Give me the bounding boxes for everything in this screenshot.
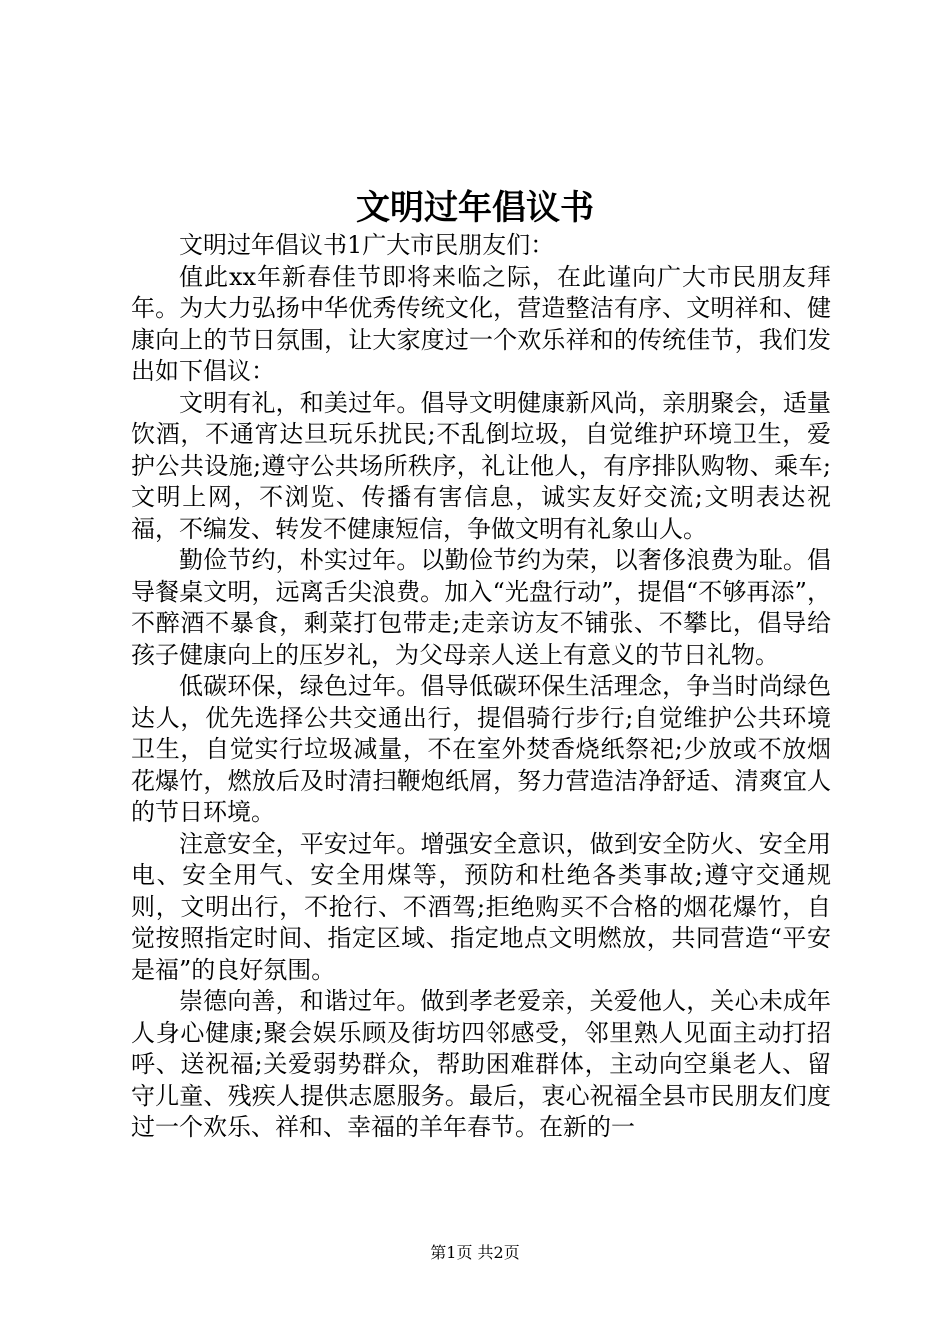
paragraph-civility: 文明有礼，和美过年。倡导文明健康新风尚，亲朋聚会，适量饮酒，不通宵达旦玩乐扰民;不乱倒垃圾，自觉维护环境卫生，爱护公共设施;遵守公共场所秩序，礼让他人，有序排队购物、乘车;文明上网，不浏览、传播有害信息，诚实友好交流;文明表达祝福，不编发、转发不健康短信，争做文明有礼象山人。 xyxy=(131,388,831,543)
paragraph-thrift: 勤俭节约，朴实过年。以勤俭节约为荣，以奢侈浪费为耻。倡导餐桌文明，远离舌尖浪费。加入“光盘行动”，提倡“不够再添”，不醉酒不暴食，剩菜打包带走;走亲访友不铺张、不攀比，倡导给孩子健康向上的压岁礼，为父母亲人送上有意义的节日礼物。 xyxy=(131,546,831,669)
document-body xyxy=(131,230,831,1144)
paragraph-virtue: 崇德向善，和谐过年。做到孝老爱亲，关爱他人，关心未成年人身心健康;聚会娱乐顾及街坊四邻感受，邻里熟人见面主动打招呼、送祝福;关爱弱势群众，帮助困难群体，主动向空巢老人、留守儿童、残疾人提供志愿服务。最后，衷心祝福全县市民朋友们度过一个欢乐、祥和、幸福的羊年春节。在新的一 xyxy=(131,987,831,1141)
paragraph-intro: 值此xx年新春佳节即将来临之际，在此谨向广大市民朋友拜年。为大力弘扬中华优秀传统文化，营造整洁有序、文明祥和、健康向上的节日氛围，让大家度过一个欢乐祥和的传统佳节，我们发出如下倡议： xyxy=(131,262,831,385)
paragraph-salutation: 文明过年倡议书1广大市民朋友们： xyxy=(179,231,555,259)
page-footer xyxy=(0,1242,950,1264)
paragraph-safety: 注意安全，平安过年。增强安全意识，做到安全防火、安全用电、安全用气、安全用煤等，预防和杜绝各类事故;遵守交通规则，文明出行，不抢行、不酒驾;拒绝购买不合格的烟花爆竹，自觉按照指定时间、指定区域、指定地点文明燃放，共同营造“平安是福”的良好氛围。 xyxy=(131,829,831,984)
document-title: 文明过年倡议书 xyxy=(356,188,594,228)
paragraph-green: 低碳环保，绿色过年。倡导低碳环保生活理念，争当时尚绿色达人，优先选择公共交通出行，提倡骑行步行;自觉维护公共环境卫生，自觉实行垃圾减量，不在室外焚香烧纸祭祀;少放或不放烟花爆竹，燃放后及时清扫鞭炮纸屑，努力营造洁净舒适、清爽宜人的节日环境。 xyxy=(131,672,831,826)
page-indicator: 第1页 共2页 xyxy=(430,1243,520,1262)
